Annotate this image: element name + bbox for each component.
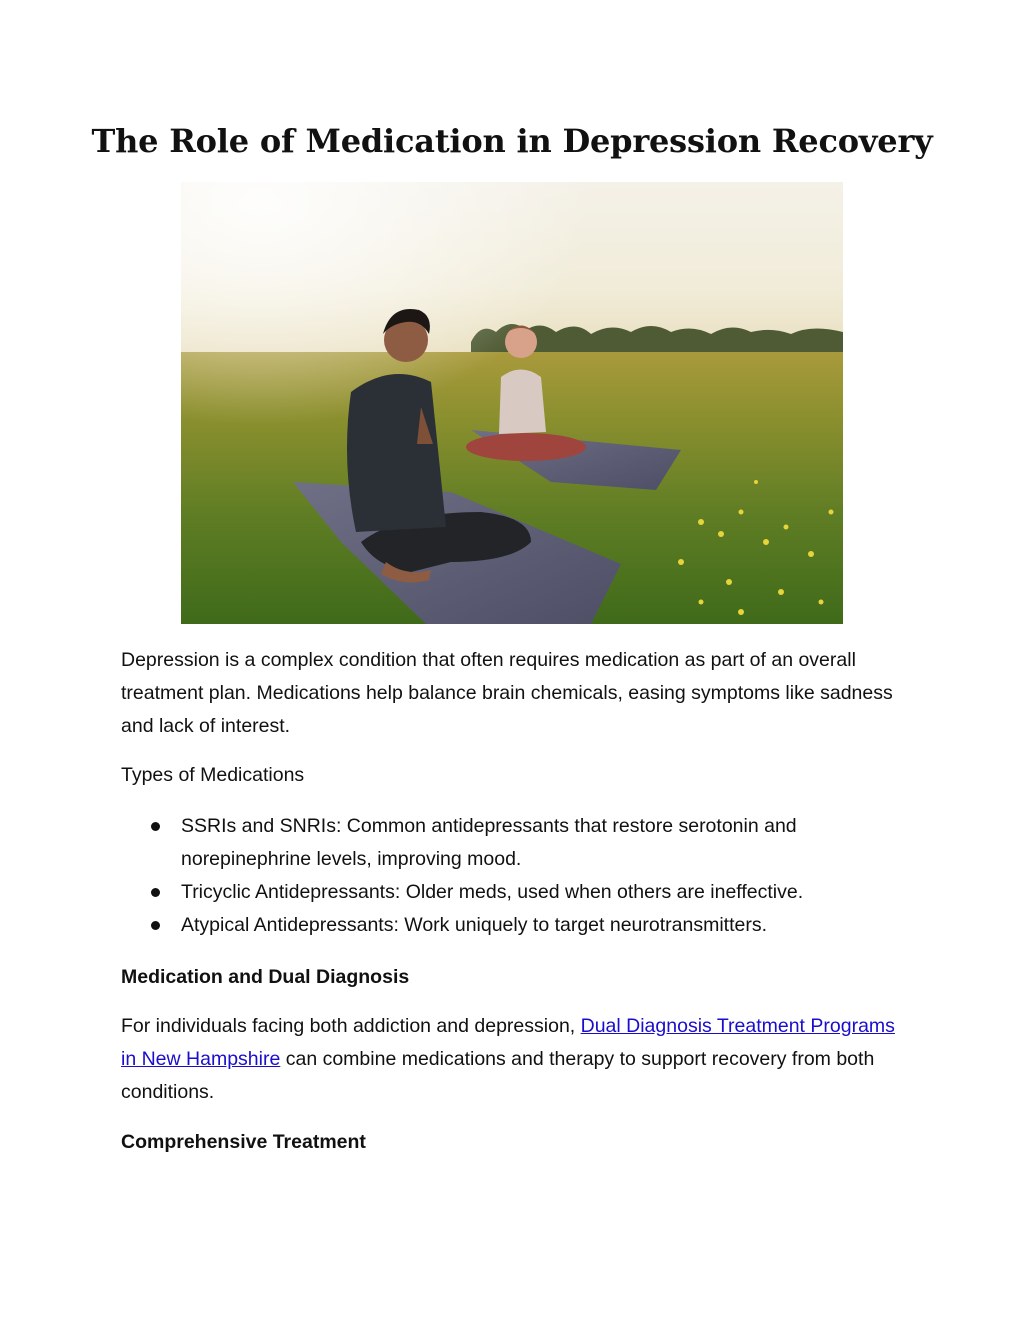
bullet-icon	[151, 921, 160, 930]
list-item-text: Atypical Antidepressants: Work uniquely to target neurotransmitters.	[181, 914, 768, 936]
dual-text-after: can combine medications and therapy to support recovery from both conditions.	[121, 1048, 875, 1103]
dual-diagnosis-paragraph	[121, 1010, 911, 1109]
list-item	[121, 810, 911, 876]
intro-paragraph: Depression is a complex condition that often requires medication as part of an overall treatment plan. Medications help balance brain chemicals, easing symptoms like sadness and lack of interest.	[121, 649, 893, 737]
dual-text-before: For individuals facing both addiction and depression,	[121, 1015, 581, 1037]
list-item-text: SSRIs and SNRIs: Common antidepressants that restore serotonin and norepinephrine levels, improving mood.	[181, 815, 797, 870]
meditation-photo	[181, 182, 843, 624]
list-item	[121, 876, 911, 909]
dual-diagnosis-link[interactable]: Dual Diagnosis Treatment Programs in New Hampshire	[121, 1015, 895, 1070]
list-item	[121, 909, 911, 942]
types-subheading: Types of Medications	[121, 764, 305, 786]
medication-types-list	[121, 810, 911, 942]
list-item-text: Tricyclic Antidepressants: Older meds, used when others are ineffective.	[181, 881, 804, 903]
bullet-icon	[151, 822, 160, 831]
comprehensive-treatment-heading: Comprehensive Treatment	[121, 1131, 366, 1153]
page-title: The Role of Medication in Depression Recovery	[91, 122, 933, 160]
bullet-icon	[151, 888, 160, 897]
dual-diagnosis-heading: Medication and Dual Diagnosis	[121, 966, 410, 988]
